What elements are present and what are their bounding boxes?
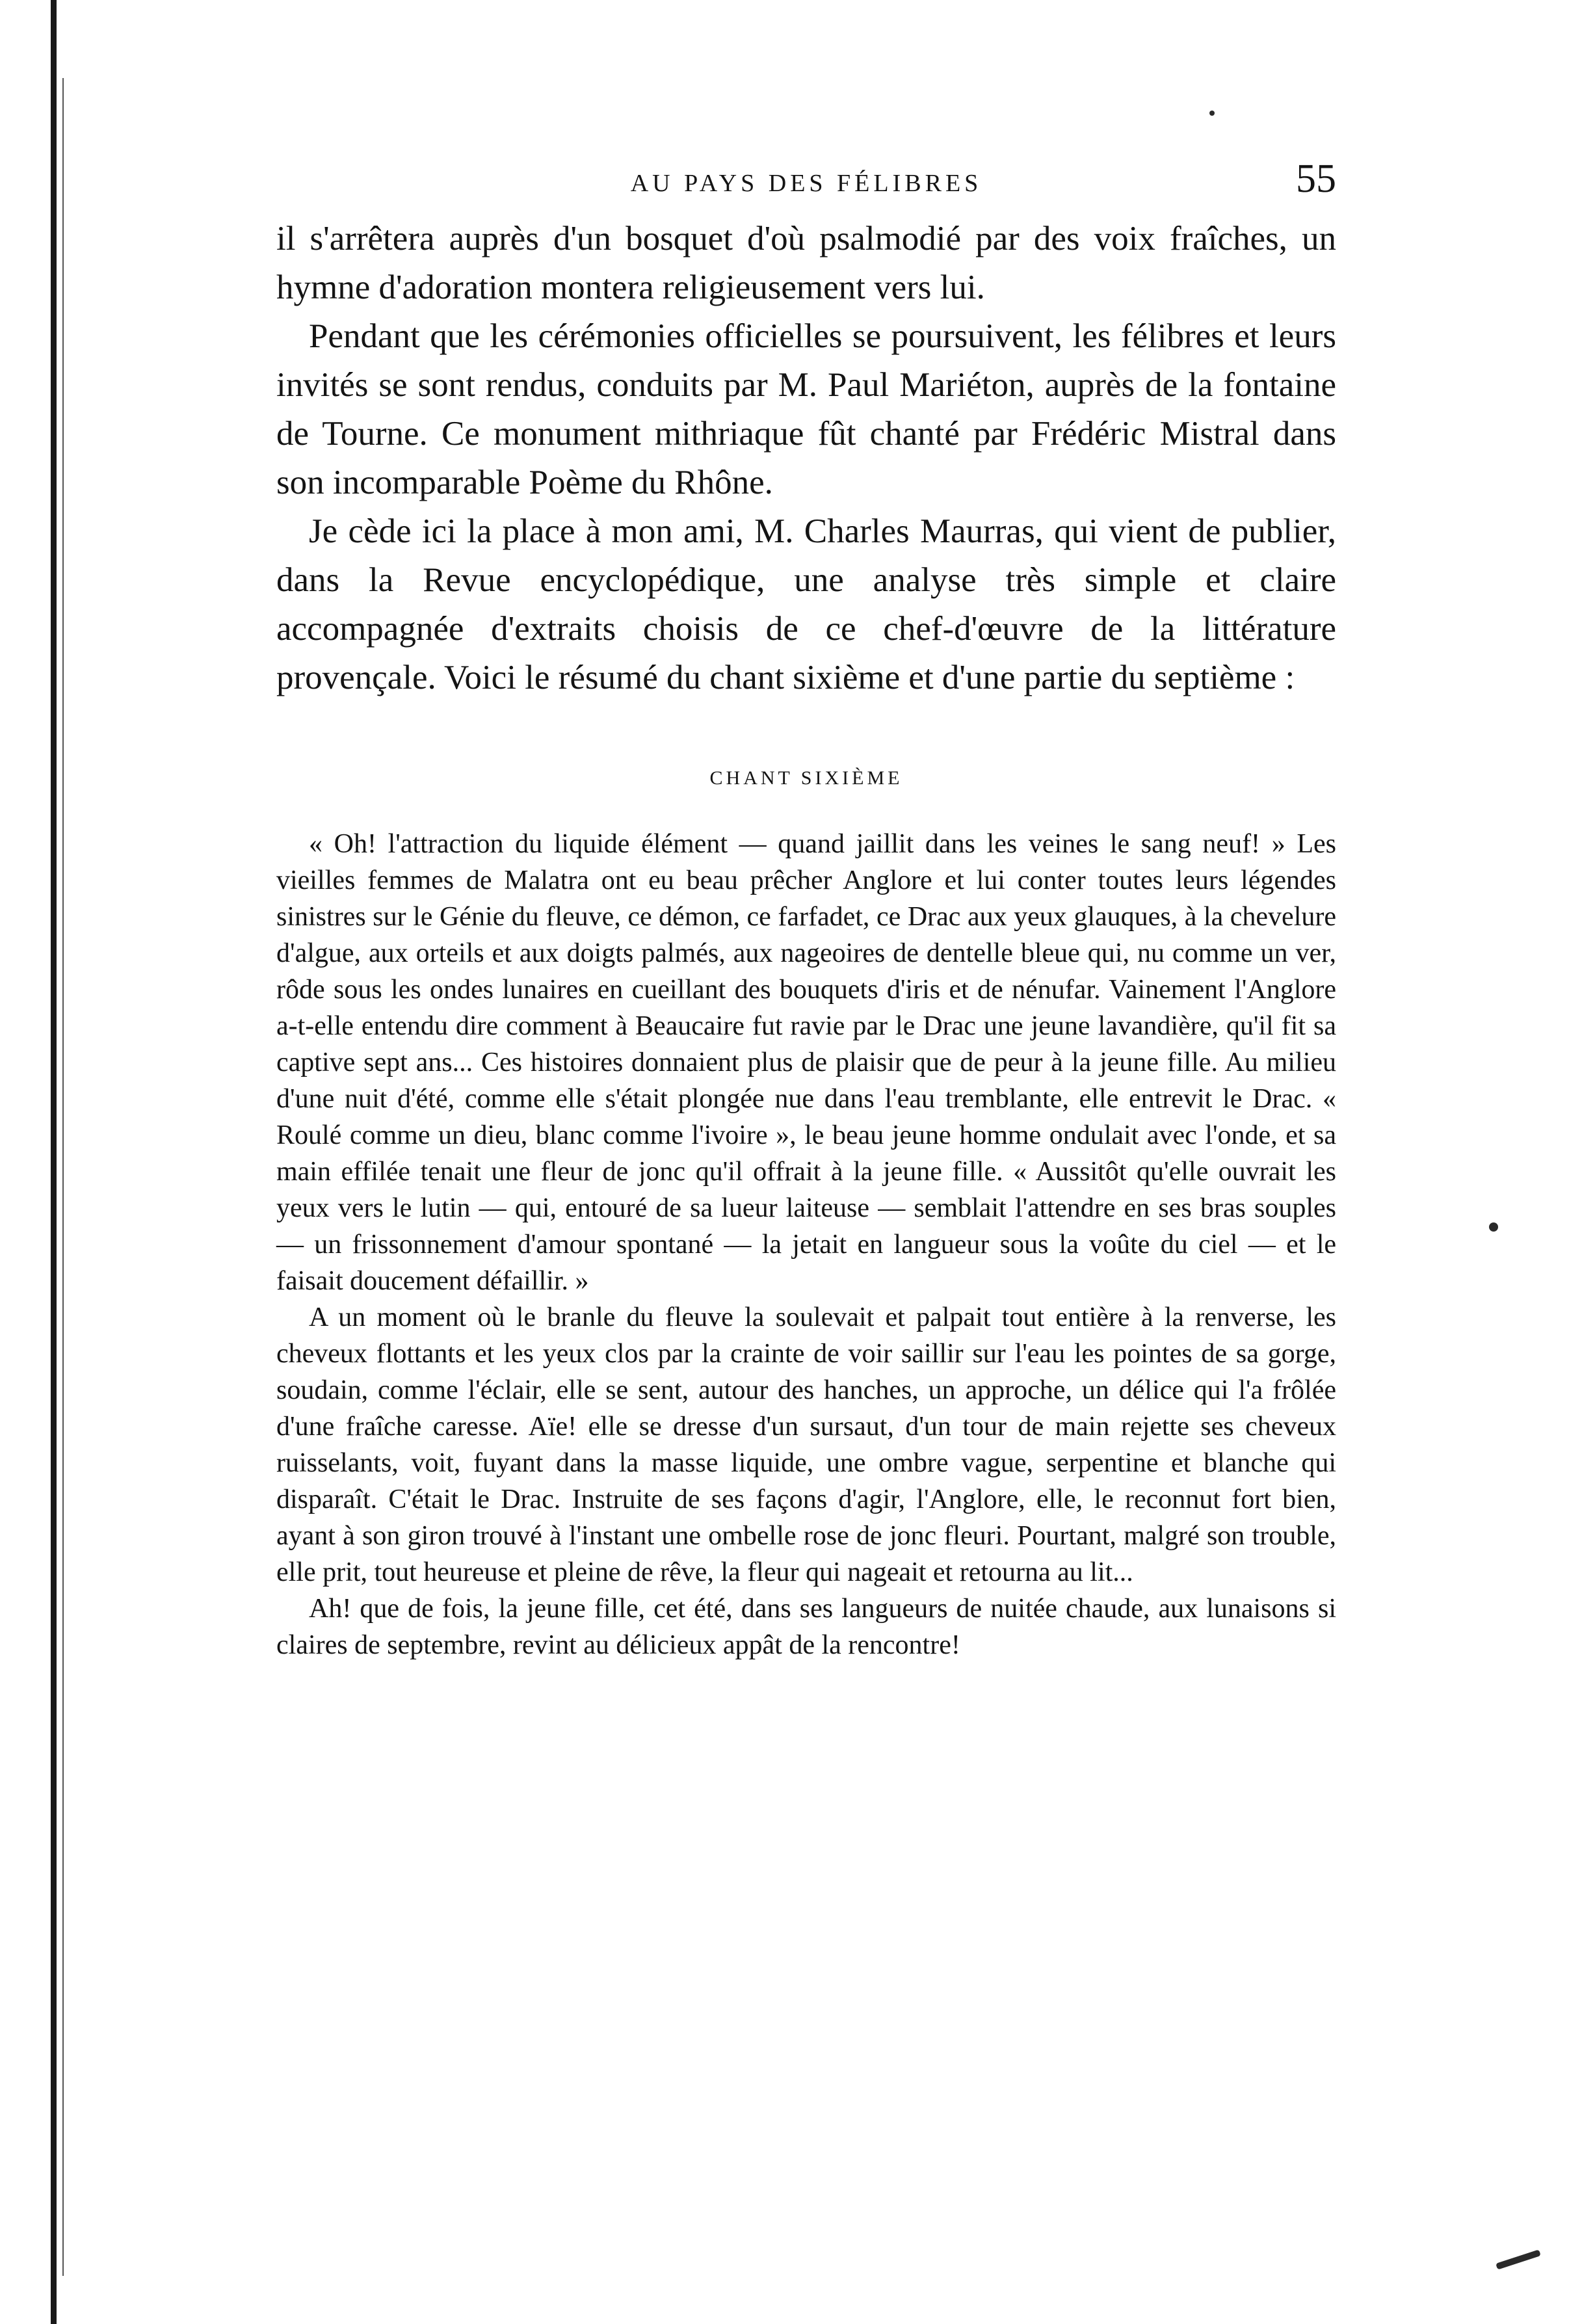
running-head [276, 156, 1336, 215]
binding-edge-line-thin [62, 78, 64, 2276]
paragraph: Ah! que de fois, la jeune fille, cet été, dans ses langueurs de nuitée chaude, aux lunaisons si claires de septembre, revint au délicieux appât de la rencontre! [276, 1594, 1336, 1660]
page-content [276, 156, 1336, 1663]
running-title: AU PAYS DES FÉLIBRES [630, 170, 982, 197]
main-text [276, 215, 1336, 702]
scan-speck [1209, 111, 1215, 116]
paragraph: Je cède ici la place à mon ami, M. Charles Maurras, qui vient de publier, dans la Revue encyclopédique, une analyse très simple et claire accompagnée d'extraits choisis de ce chef-d'œuvre de la littérature provençale. Voici le résumé du chant sixième et d'une partie du septième : [276, 512, 1336, 696]
binding-edge-line [51, 0, 57, 2324]
scan-smudge [1496, 2249, 1541, 2269]
paragraph: il s'arrêtera auprès d'un bosquet d'où psalmodié par des voix fraîches, un hymne d'adoration montera religieusement vers lui. [276, 220, 1336, 306]
section-title: CHANT SIXIÈME [709, 767, 903, 789]
paragraph: « Oh! l'attraction du liquide élément — quand jaillit dans les veines le sang neuf! » Les vieilles femmes de Malatra ont eu beau prêcher Anglore et lui conter toutes leurs légendes sinistres sur le Génie du fleuve, ce démon, ce farfadet, ce Drac aux yeux glauques, à la chevelure d'algue, aux orteils et aux doigts palmés, aux nageoires de dentelle bleue qui, nu comme un ver, rôde sous les ondes lunaires en cueillant des bouquets d'iris et de nénufar. Vainement l'Anglore a-t-elle entendu dire comment à Beaucaire fut ravie par le Drac une jeune lavandière, qu'il fit sa captive sept ans... Ces histoires donnaient plus de plaisir que de peur à la jeune fille. Au milieu d'une nuit d'été, comme elle s'était plongée nue dans l'eau tremblante, elle entrevit le Drac. « Roulé comme un dieu, blanc comme l'ivoire », le beau jeune homme ondulait avec l'onde, et sa main effilée tenait une fleur de jonc qu'il offrait à la jeune fille. « Aussitôt qu'elle ouvrait les yeux vers le lutin — qui, entouré de sa lueur laiteuse — semblait l'attendre en ses bras souples — un frissonnement d'amour spontané — la jetait en langueur sous la voûte du ciel — et le faisait doucement défaillir. » [276, 829, 1336, 1296]
page-number: 55 [1296, 157, 1336, 201]
paragraph: A un moment où le branle du fleuve la soulevait et palpait tout entière à la renverse, les cheveux flottants et les yeux clos par la crainte de voir saillir sur l'eau les pointes de sa gorge, soudain, comme l'éclair, elle se sent, autour des hanches, un approche, un délice qui l'a frôlée d'une fraîche caresse. Aïe! elle se dresse d'un sursaut, d'un tour de main rejette ses cheveux ruisselants, voit, fuyant dans la masse liquide, une ombre vague, serpentine et blanche qui disparaît. C'était le Drac. Instruite de ses façons d'agir, l'Anglore, elle, le reconnut fort bien, ayant à son giron trouvé à l'instant une ombelle rose de jonc fleuri. Pourtant, malgré son trouble, elle prit, tout heureuse et pleine de rêve, la fleur qui nageait et retourna au lit... [276, 1302, 1336, 1587]
scan-speck [1489, 1222, 1498, 1232]
section-text [276, 826, 1336, 1663]
paragraph: Pendant que les cérémonies officielles se poursuivent, les félibres et leurs invités se sont rendus, conduits par M. Paul Mariéton, auprès de la fontaine de Tourne. Ce monument mithriaque fût chanté par Frédéric Mistral dans son incomparable Poème du Rhône. [276, 317, 1336, 501]
